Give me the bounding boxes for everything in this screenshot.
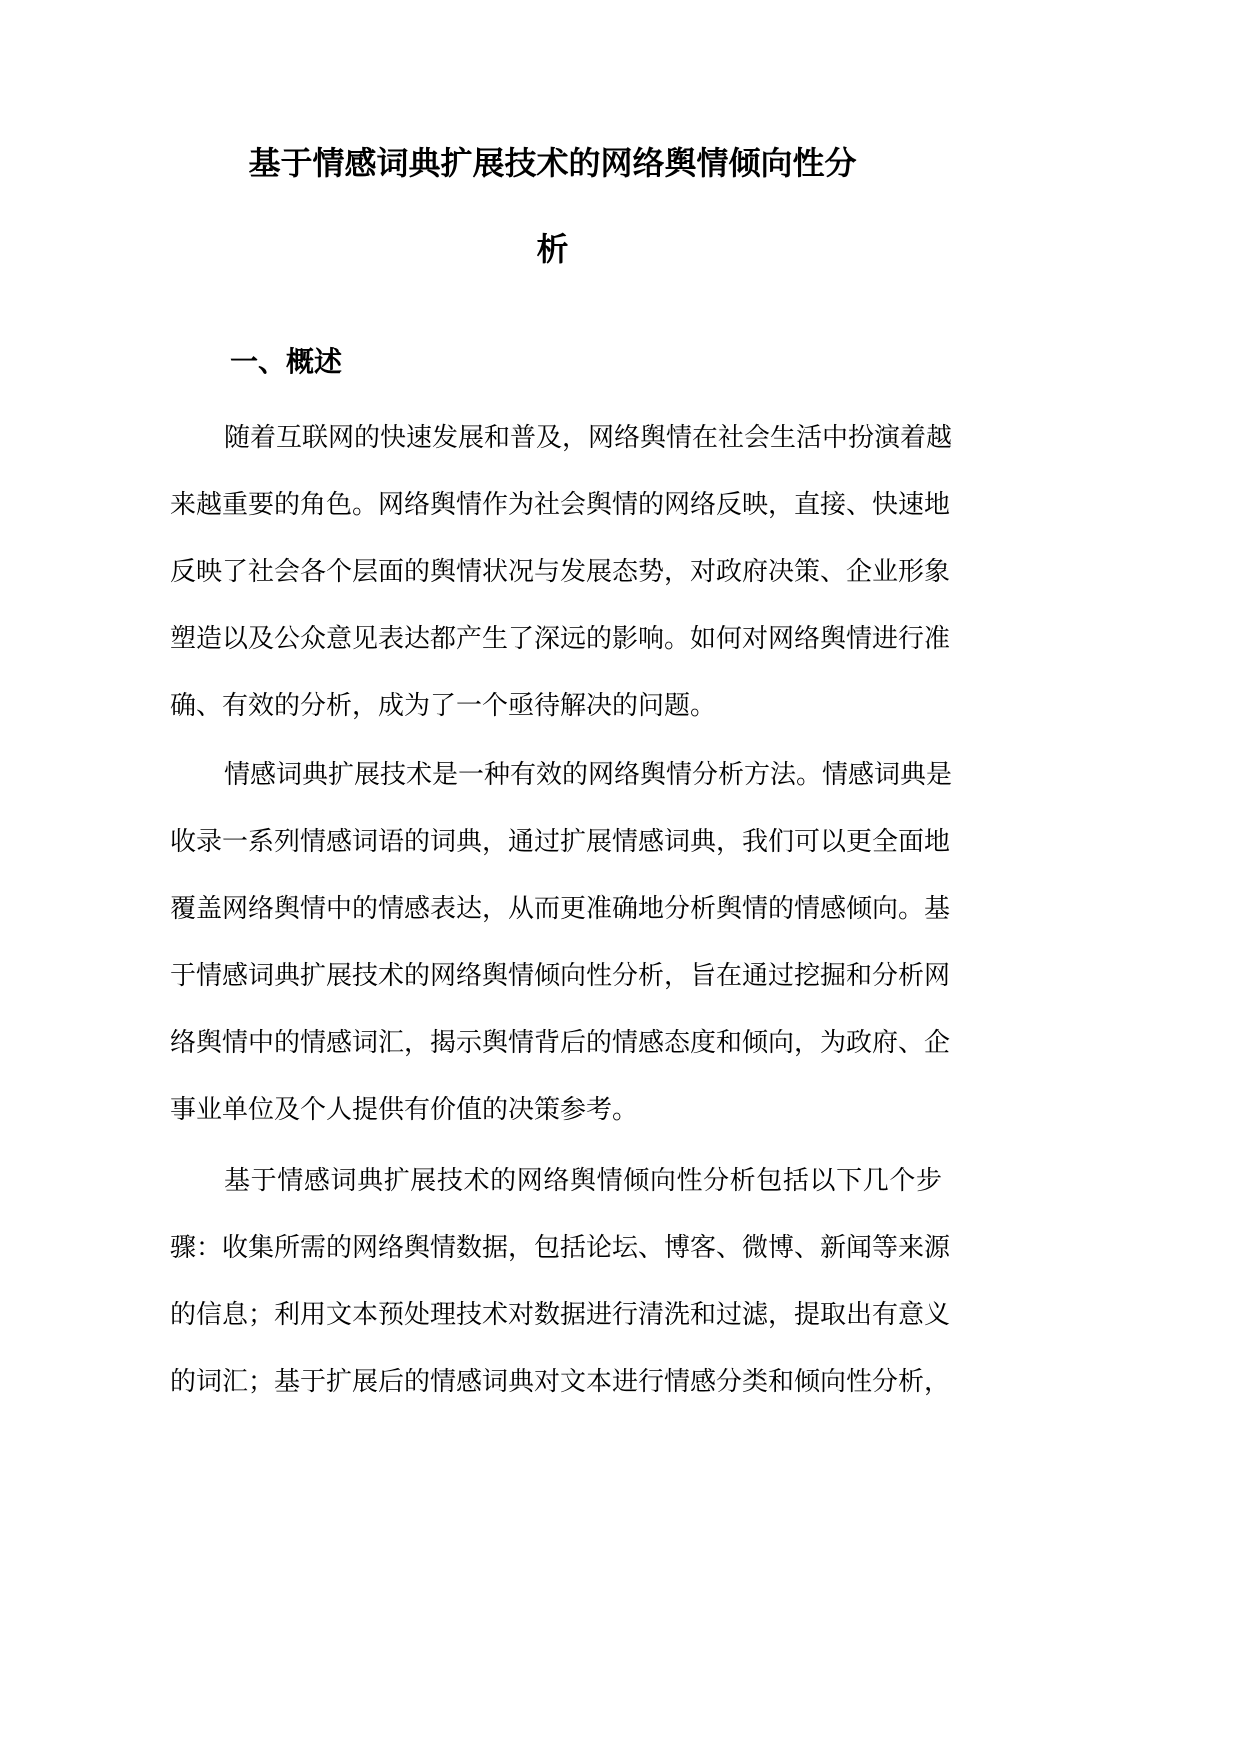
paragraph-2-line: 事业单位及个人提供有价值的决策参考。 [170,1095,639,1125]
paragraph-2-line: 情感词典扩展技术是一种有效的网络舆情分析方法。情感词典是 [224,760,953,790]
paragraph-2-line: 收录一系列情感词语的词典，通过扩展情感词典，我们可以更全面地 [170,827,951,857]
paragraph-3-line: 的信息；利用文本预处理技术对数据进行清洗和过滤，提取出有意义 [170,1300,951,1330]
paragraph-2-line: 络舆情中的情感词汇，揭示舆情背后的情感态度和倾向，为政府、企 [170,1028,951,1058]
section-heading: 一、概述 [230,345,343,378]
paragraph-1-line: 来越重要的角色。网络舆情作为社会舆情的网络反映，直接、快速地 [170,490,951,520]
paragraph-1-line: 随着互联网的快速发展和普及，网络舆情在社会生活中扮演着越 [224,423,953,453]
document-title-line-2: 析 [536,230,569,268]
paragraph-1-line: 确、有效的分析，成为了一个亟待解决的问题。 [170,691,717,721]
paragraph-1-line: 塑造以及公众意见表达都产生了深远的影响。如何对网络舆情进行准 [170,624,951,654]
document-title-line-1: 基于情感词典扩展技术的网络舆情倾向性分 [248,144,857,182]
paragraph-3-line: 骤：收集所需的网络舆情数据，包括论坛、博客、微博、新闻等来源 [170,1233,951,1263]
paragraph-3-line: 的词汇；基于扩展后的情感词典对文本进行情感分类和倾向性分析， [170,1367,951,1397]
paragraph-3-line: 基于情感词典扩展技术的网络舆情倾向性分析包括以下几个步 [224,1166,942,1196]
paragraph-2-line: 于情感词典扩展技术的网络舆情倾向性分析，旨在通过挖掘和分析网 [170,961,951,991]
paragraph-1-line: 反映了社会各个层面的舆情状况与发展态势，对政府决策、企业形象 [170,557,951,587]
paragraph-2-line: 覆盖网络舆情中的情感表达，从而更准确地分析舆情的情感倾向。基 [170,894,951,924]
